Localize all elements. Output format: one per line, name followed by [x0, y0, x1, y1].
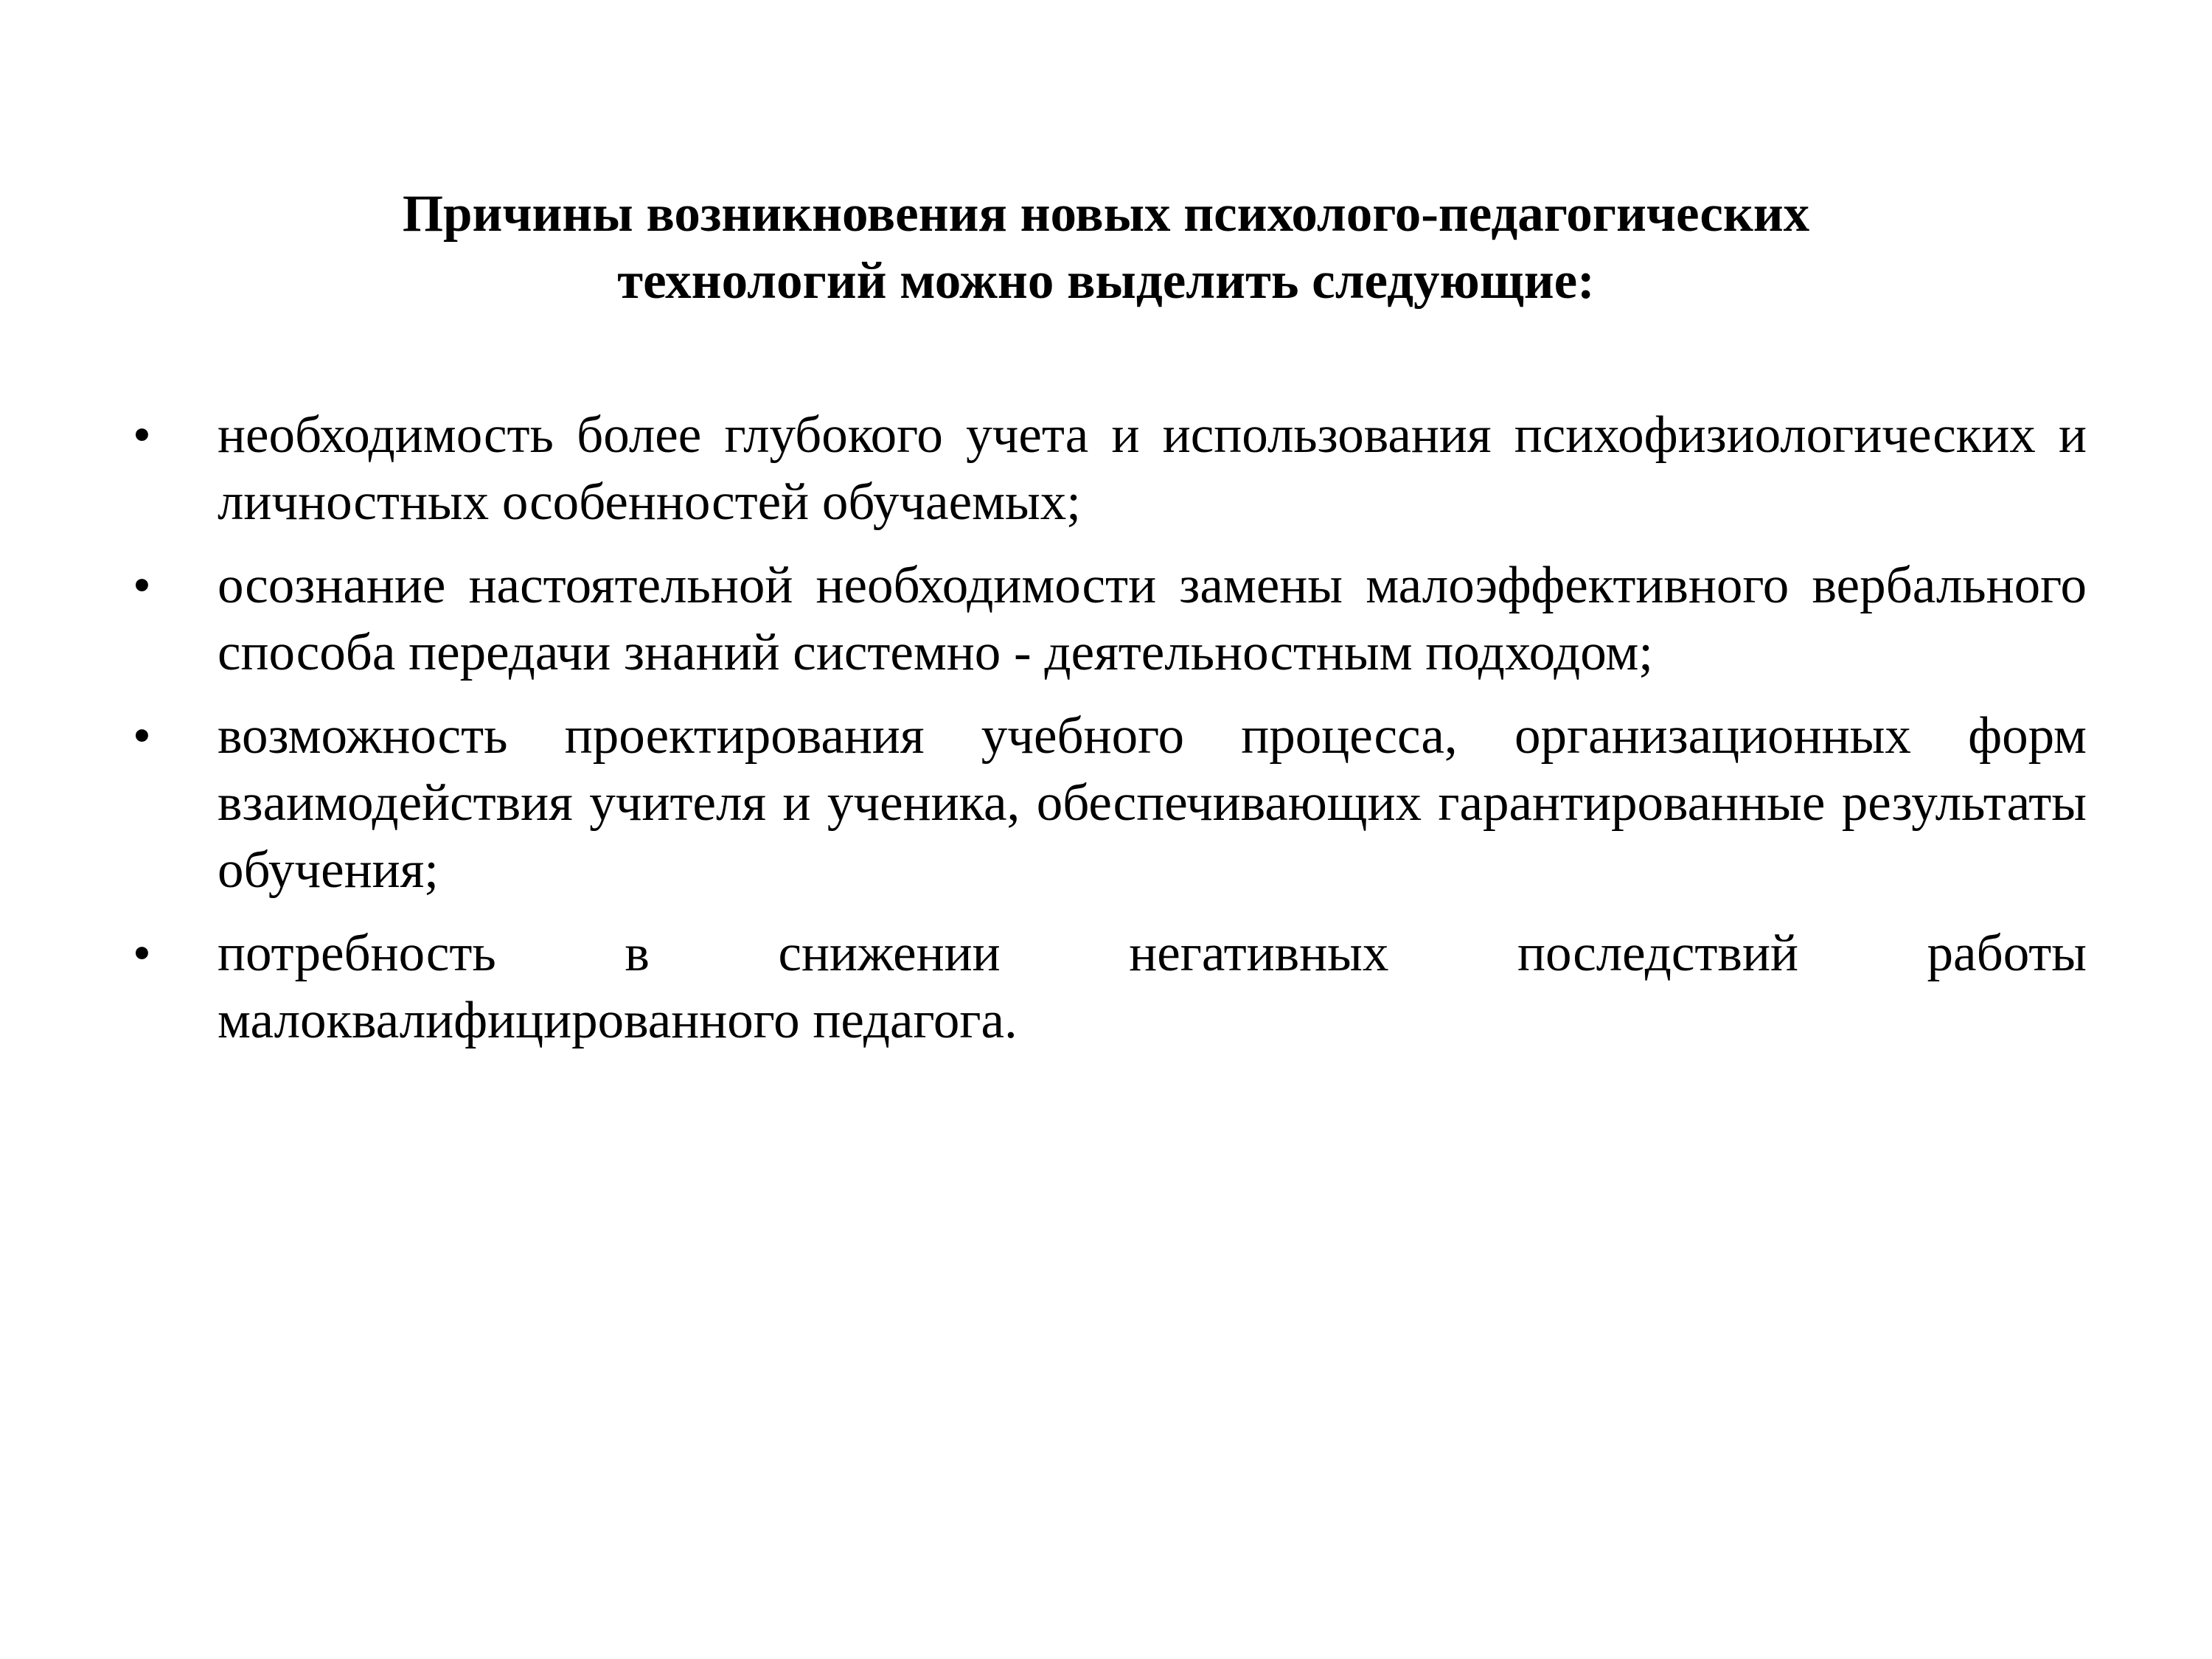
slide-title-line-2: технологий можно выделить следующие:	[617, 252, 1595, 310]
bullet-text: возможность проектирования учебного процесса, организационных форм взаимодействия учителя и ученика, обеспечивающих гарантированные результаты обучения;	[218, 707, 2087, 899]
bullet-icon: •	[133, 707, 151, 765]
bullet-item	[133, 552, 2087, 686]
bullet-item	[133, 402, 2087, 536]
bullet-item	[133, 920, 2087, 1054]
bullet-icon: •	[133, 557, 151, 614]
bullet-text: потребность в снижении негативных последствий работы малоквалифицированного педагога.	[218, 925, 2087, 1049]
slide-title	[221, 181, 1991, 315]
slide-title-line-1: Причины возникновения новых психолого-педагогических	[402, 185, 1810, 243]
bullet-icon: •	[133, 406, 151, 464]
bullet-icon: •	[133, 925, 151, 982]
bullet-text: необходимость более глубокого учета и использования психофизиологических и личностных особенностей обучаемых;	[218, 406, 2087, 531]
bullet-item	[133, 703, 2087, 904]
bullet-list	[133, 402, 2087, 1071]
bullet-text: осознание настоятельной необходимости замены малоэффективного вербального способа передачи знаний системно - деятельностным подходом;	[218, 557, 2087, 681]
